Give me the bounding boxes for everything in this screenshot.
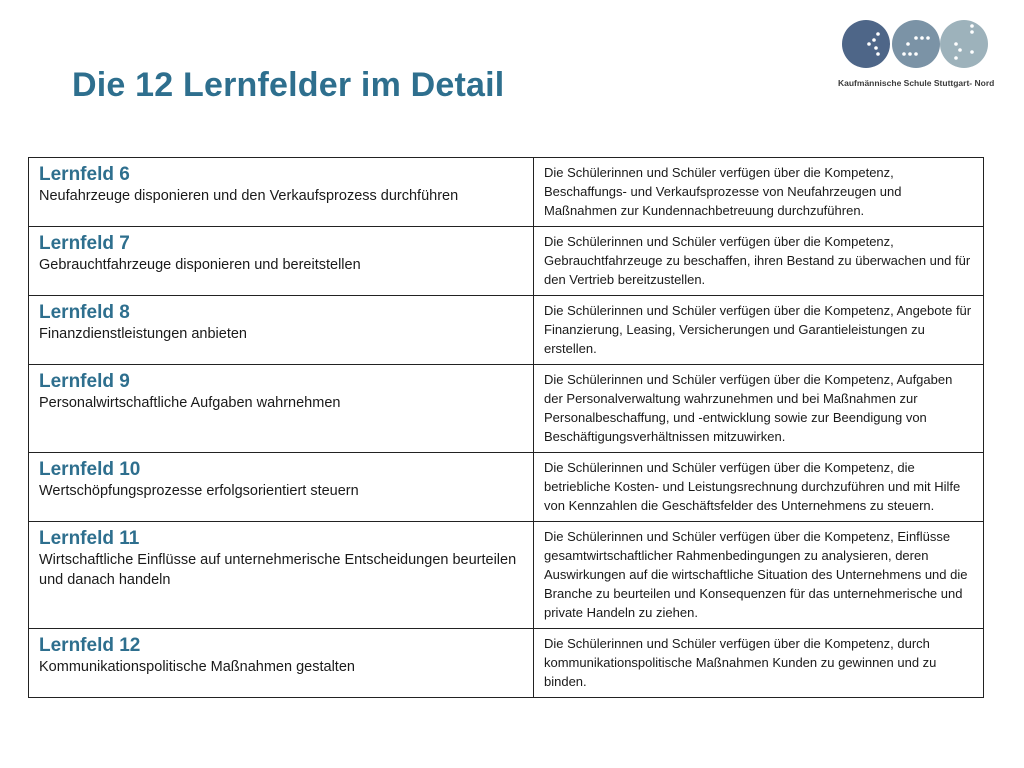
lernfeld-subtitle: Wirtschaftliche Einflüsse auf unternehmerische Entscheidungen beurteilen und danach handeln (39, 552, 517, 588)
lernfeld-cell (29, 453, 534, 522)
description-cell (534, 296, 984, 365)
lernfeld-cell (29, 522, 534, 629)
table-row (29, 453, 984, 522)
school-logo (838, 16, 994, 92)
lernfeld-description: Die Schülerinnen und Schüler verfügen über die Kompetenz, Beschaffungs- und Verkaufsprozesse von Neufahrzeugen und Maßnahmen zur Kundennachbetreuung durchzuführen. (544, 165, 902, 218)
lernfeld-description: Die Schülerinnen und Schüler verfügen über die Kompetenz, Angebote für Finanzierung, Leasing, Versicherungen und Garantieleistungen zu erstellen. (544, 303, 972, 356)
table-row (29, 158, 984, 227)
description-cell (534, 227, 984, 296)
lernfeld-description: Die Schülerinnen und Schüler verfügen über die Kompetenz, Einflüsse gesamtwirtschaftlicher Rahmenbedingungen zu analysieren, deren Auswirkungen auf die wirtschaftliche Situation des Unternehmens und die Branche zu beurteilen und Konsequenzen für das unternehmerische und private Handeln zu ziehen. (544, 529, 968, 620)
lernfeld-title: Lernfeld 9 (39, 371, 130, 392)
description-cell (534, 629, 984, 698)
lernfeld-title: Lernfeld 6 (39, 164, 130, 185)
lernfeld-cell (29, 629, 534, 698)
lernfeld-description: Die Schülerinnen und Schüler verfügen über die Kompetenz, die betriebliche Kosten- und Leistungsrechnung durchzuführen und mit Hilfe von Kennzahlen die Geschäftsfelder des Unternehmens zu steuern. (544, 460, 961, 513)
lernfeld-cell (29, 296, 534, 365)
table-row (29, 227, 984, 296)
lernfeld-subtitle: Wertschöpfungsprozesse erfolgsorientiert steuern (39, 483, 359, 499)
table-row (29, 629, 984, 698)
lernfeld-title: Lernfeld 10 (39, 459, 141, 480)
description-cell (534, 365, 984, 453)
school-name: Kaufmännische Schule Stuttgart- Nord (838, 78, 995, 88)
lernfelder-table (28, 157, 984, 698)
lernfeld-title: Lernfeld 8 (39, 302, 130, 323)
lernfeld-title: Lernfeld 12 (39, 635, 141, 656)
lernfeld-title: Lernfeld 7 (39, 233, 130, 254)
description-cell (534, 158, 984, 227)
lernfeld-subtitle: Neufahrzeuge disponieren und den Verkaufsprozess durchführen (39, 188, 459, 204)
table-row (29, 296, 984, 365)
lernfeld-subtitle: Finanzdienstleistungen anbieten (39, 326, 247, 342)
table-row (29, 522, 984, 629)
lernfeld-subtitle: Kommunikationspolitische Maßnahmen gestalten (39, 659, 355, 675)
lernfeld-cell (29, 365, 534, 453)
lernfeld-description: Die Schülerinnen und Schüler verfügen über die Kompetenz, durch kommunikationspolitische Maßnahmen Kunden zu gewinnen und zu binden. (544, 636, 937, 689)
lernfeld-description: Die Schülerinnen und Schüler verfügen über die Kompetenz, Gebrauchtfahrzeuge zu beschaffen, ihren Bestand zu überwachen und für den Vertrieb bereitzustellen. (544, 234, 971, 287)
lernfeld-title: Lernfeld 11 (39, 528, 140, 549)
description-cell (534, 522, 984, 629)
lernfeld-subtitle: Personalwirtschaftliche Aufgaben wahrnehmen (39, 395, 341, 411)
lernfeld-description: Die Schülerinnen und Schüler verfügen über die Kompetenz, Aufgaben der Personalverwaltung wahrzunehmen und bei Maßnahmen zur Personalbeschaffung, und -entwicklung sowie zur Beendigung von Beschäftigungsverhältnissen mitzuwirken. (544, 372, 953, 444)
lernfeld-cell (29, 227, 534, 296)
lernfeld-cell (29, 158, 534, 227)
description-cell (534, 453, 984, 522)
table-row (29, 365, 984, 453)
page-title: Die 12 Lernfelder im Detail (72, 66, 505, 104)
school-logo-icon (838, 16, 994, 76)
lernfeld-subtitle: Gebrauchtfahrzeuge disponieren und bereitstellen (39, 257, 361, 273)
